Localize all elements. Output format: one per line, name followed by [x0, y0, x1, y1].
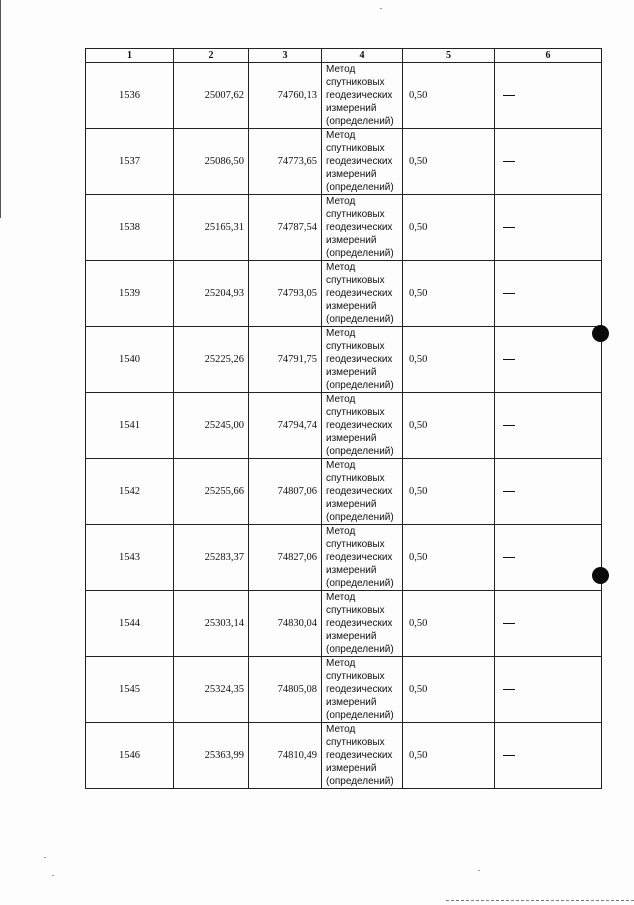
table-row	[86, 459, 602, 525]
table-row	[86, 723, 602, 789]
description	[495, 459, 602, 525]
description	[495, 63, 602, 129]
point-number: 1540	[86, 327, 174, 393]
scan-speck	[478, 870, 480, 871]
dash-mark	[503, 161, 515, 162]
description	[495, 591, 602, 657]
table-row	[86, 393, 602, 459]
coord-y: 74773,65	[249, 129, 322, 195]
accuracy: 0,50	[403, 63, 495, 129]
dash-mark	[503, 557, 515, 558]
accuracy: 0,50	[403, 591, 495, 657]
accuracy: 0,50	[403, 723, 495, 789]
dash-mark	[503, 227, 515, 228]
point-number: 1543	[86, 525, 174, 591]
accuracy: 0,50	[403, 459, 495, 525]
dash-mark	[503, 425, 515, 426]
coord-y: 74791,75	[249, 327, 322, 393]
method: Метод спутниковых геодезических измерений (определений)	[322, 195, 403, 261]
accuracy: 0,50	[403, 261, 495, 327]
point-number: 1544	[86, 591, 174, 657]
description	[495, 327, 602, 393]
dash-mark	[503, 359, 515, 360]
coord-y: 74760,13	[249, 63, 322, 129]
description	[495, 393, 602, 459]
coord-x: 25007,62	[174, 63, 249, 129]
dash-mark	[503, 491, 515, 492]
accuracy: 0,50	[403, 525, 495, 591]
method: Метод спутниковых геодезических измерений (определений)	[322, 261, 403, 327]
coord-x: 25245,00	[174, 393, 249, 459]
scan-edge-bottom	[446, 900, 634, 902]
table-row	[86, 63, 602, 129]
scan-speck	[52, 875, 54, 876]
method: Метод спутниковых геодезических измерений (определений)	[322, 525, 403, 591]
table-row	[86, 195, 602, 261]
dash-mark	[503, 755, 515, 756]
coord-y: 74807,06	[249, 459, 322, 525]
description	[495, 525, 602, 591]
coord-y: 74805,08	[249, 657, 322, 723]
table-row	[86, 657, 602, 723]
method: Метод спутниковых геодезических измерений (определений)	[322, 591, 403, 657]
method: Метод спутниковых геодезических измерений (определений)	[322, 459, 403, 525]
point-number: 1542	[86, 459, 174, 525]
scan-speck	[44, 857, 46, 858]
scan-edge-line	[0, 0, 1, 218]
description	[495, 657, 602, 723]
coord-x: 25283,37	[174, 525, 249, 591]
header-col-4: 4	[322, 49, 403, 63]
accuracy: 0,50	[403, 129, 495, 195]
coord-y: 74794,74	[249, 393, 322, 459]
accuracy: 0,50	[403, 393, 495, 459]
method: Метод спутниковых геодезических измерений (определений)	[322, 327, 403, 393]
point-number: 1545	[86, 657, 174, 723]
point-number: 1541	[86, 393, 174, 459]
punch-hole-lower	[592, 567, 609, 584]
method: Метод спутниковых геодезических измерений (определений)	[322, 63, 403, 129]
point-number: 1539	[86, 261, 174, 327]
header-col-2: 2	[174, 49, 249, 63]
coord-y: 74830,04	[249, 591, 322, 657]
dash-mark	[503, 623, 515, 624]
method: Метод спутниковых геодезических измерений (определений)	[322, 657, 403, 723]
coord-y: 74793,05	[249, 261, 322, 327]
description	[495, 195, 602, 261]
table-row	[86, 327, 602, 393]
punch-hole-upper	[592, 325, 609, 342]
table-row	[86, 525, 602, 591]
table-row	[86, 261, 602, 327]
coord-x: 25324,35	[174, 657, 249, 723]
header-col-1: 1	[86, 49, 174, 63]
coord-x: 25086,50	[174, 129, 249, 195]
description	[495, 261, 602, 327]
accuracy: 0,50	[403, 657, 495, 723]
coordinates-table	[85, 48, 602, 789]
coord-x: 25204,93	[174, 261, 249, 327]
dash-mark	[503, 95, 515, 96]
method: Метод спутниковых геодезических измерений (определений)	[322, 129, 403, 195]
coord-x: 25363,99	[174, 723, 249, 789]
coord-x: 25255,66	[174, 459, 249, 525]
header-col-6: 6	[495, 49, 602, 63]
accuracy: 0,50	[403, 327, 495, 393]
point-number: 1536	[86, 63, 174, 129]
method: Метод спутниковых геодезических измерений (определений)	[322, 393, 403, 459]
coord-x: 25303,14	[174, 591, 249, 657]
accuracy: 0,50	[403, 195, 495, 261]
scan-speck	[380, 8, 382, 9]
header-col-3: 3	[249, 49, 322, 63]
table-header-row	[86, 49, 602, 63]
coord-x: 25165,31	[174, 195, 249, 261]
dash-mark	[503, 293, 515, 294]
method: Метод спутниковых геодезических измерений (определений)	[322, 723, 403, 789]
dash-mark	[503, 689, 515, 690]
header-col-5: 5	[403, 49, 495, 63]
coord-y: 74827,06	[249, 525, 322, 591]
point-number: 1546	[86, 723, 174, 789]
point-number: 1538	[86, 195, 174, 261]
table-row	[86, 591, 602, 657]
description	[495, 129, 602, 195]
coord-y: 74810,49	[249, 723, 322, 789]
description	[495, 723, 602, 789]
coord-x: 25225,26	[174, 327, 249, 393]
point-number: 1537	[86, 129, 174, 195]
coord-y: 74787,54	[249, 195, 322, 261]
table-row	[86, 129, 602, 195]
